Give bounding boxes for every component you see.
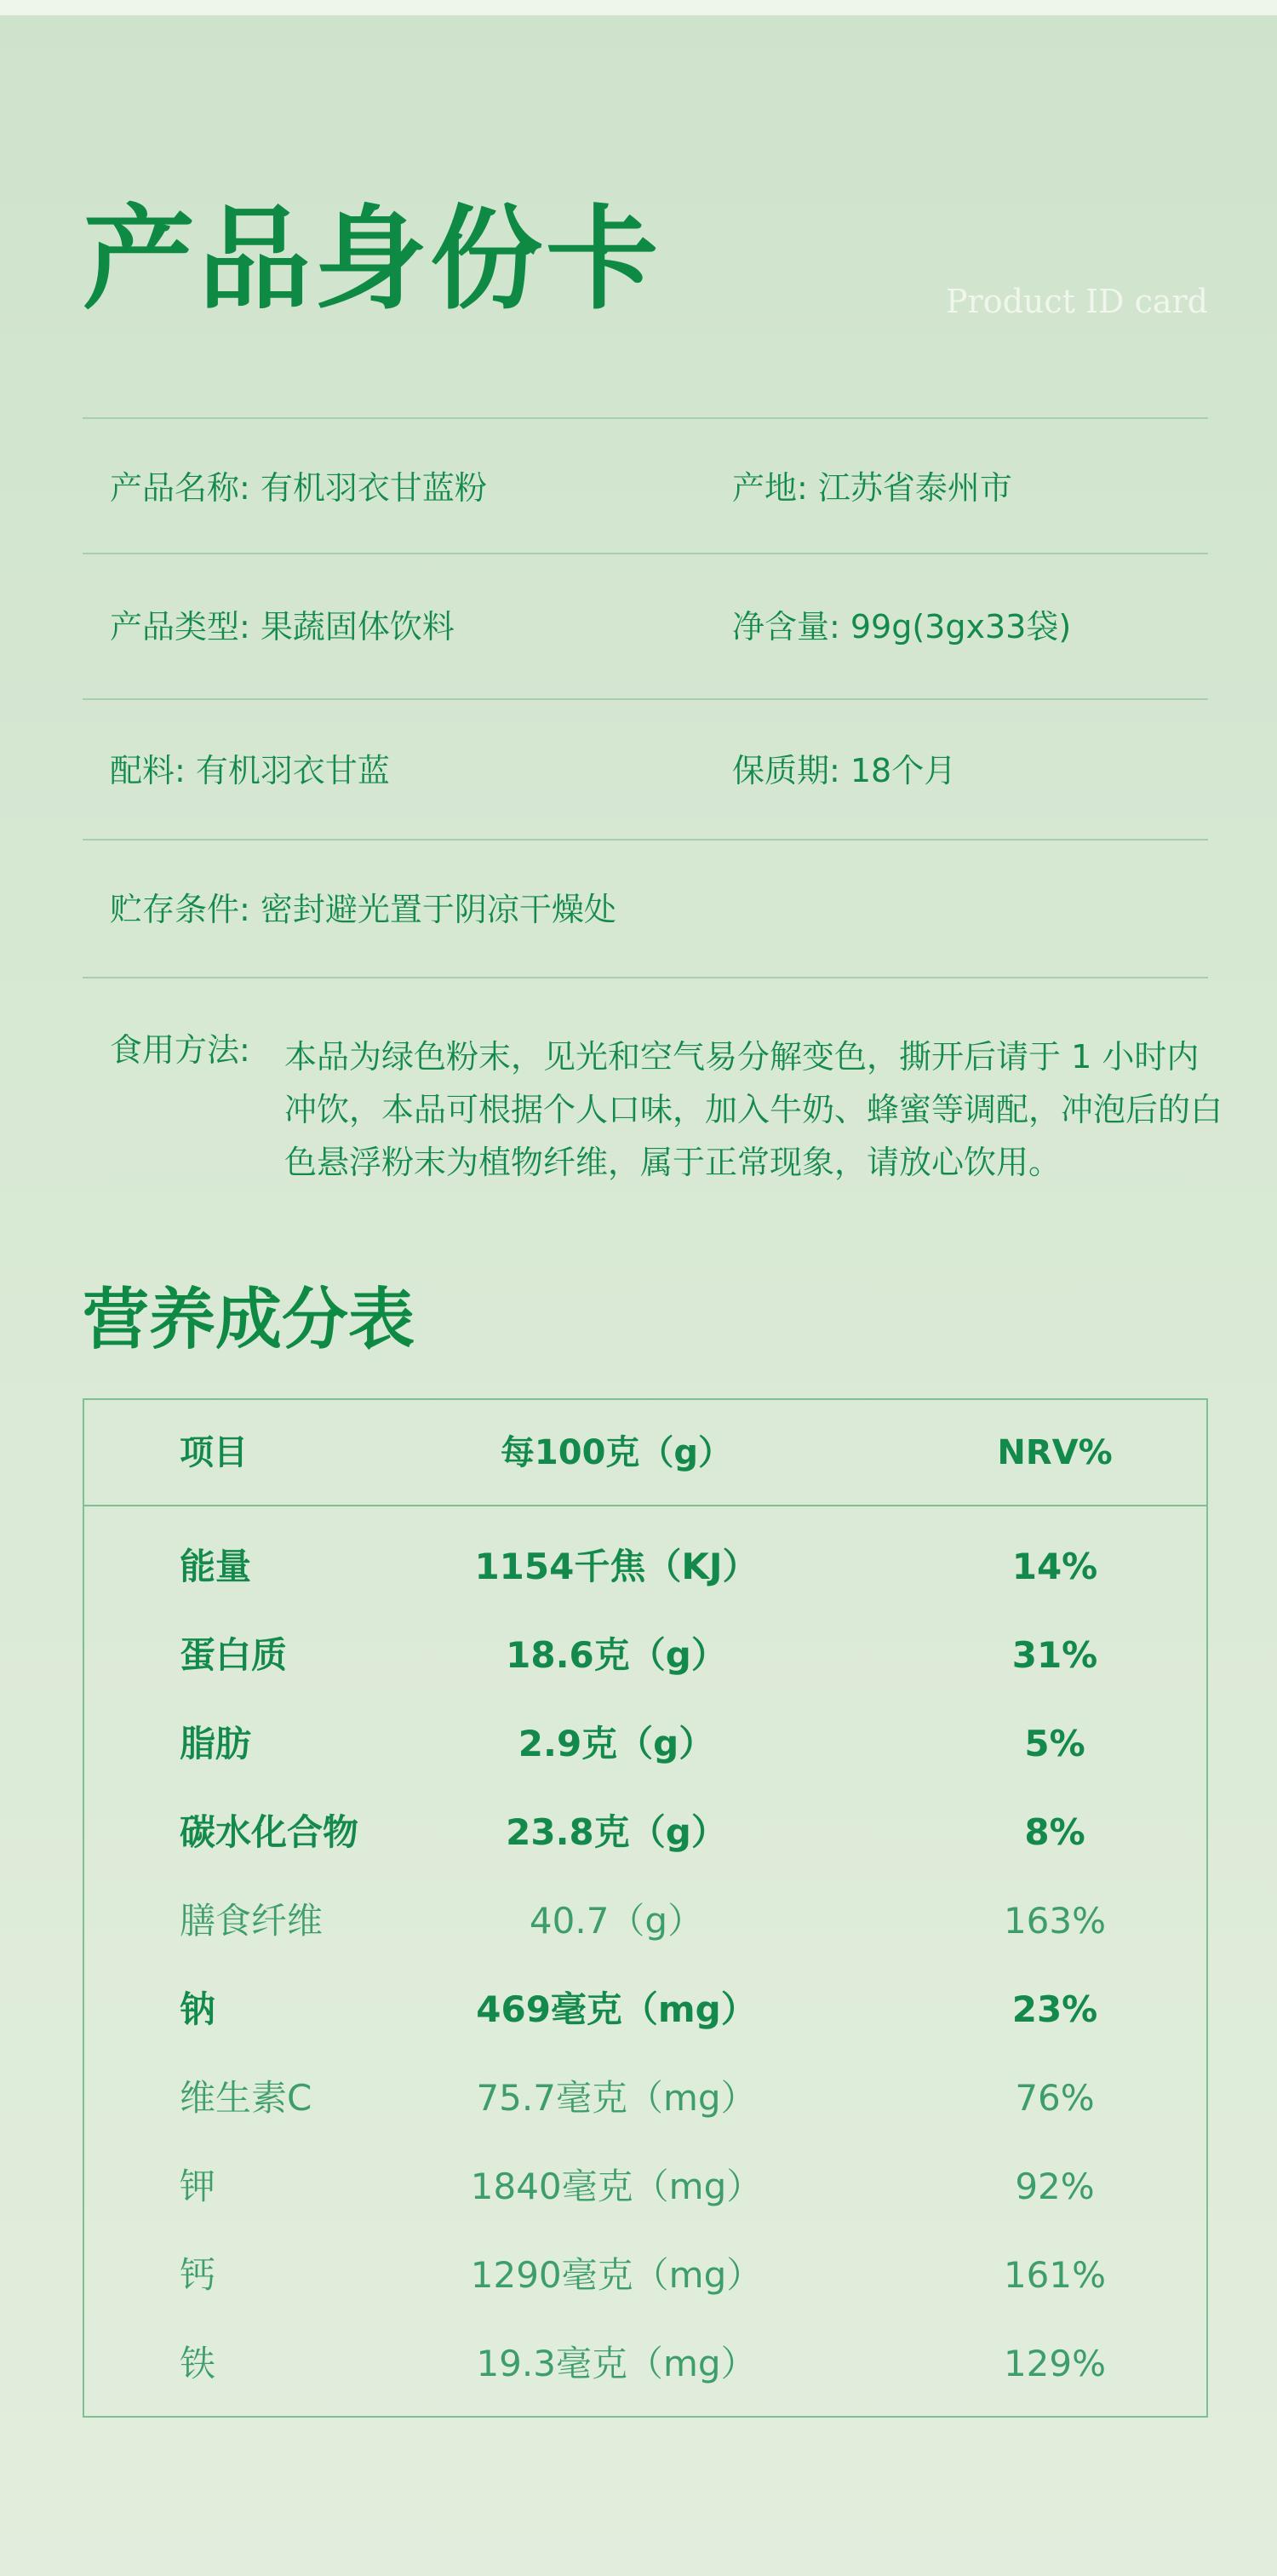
row-per100g: 1290毫克（mg） [470, 2254, 763, 2296]
row-nrv: 5% [1024, 1723, 1085, 1764]
row-nrv: 23% [1011, 1988, 1098, 2030]
row-item: 钠 [180, 1988, 216, 2030]
row-item: 碳水化合物 [180, 1811, 359, 1853]
usage-label: 食用方法: [110, 1031, 250, 1069]
row-item: 能量 [180, 1546, 252, 1587]
storage-conditions: 贮存条件: 密封避光置于阴凉干燥处 [110, 891, 616, 928]
usage-text [284, 1030, 1223, 1189]
product-name: 产品名称: 有机羽衣甘蓝粉 [110, 469, 487, 507]
row-item: 铁 [180, 2343, 216, 2384]
row-per100g: 1840毫克（mg） [470, 2166, 763, 2207]
row-per100g: 1154千焦（KJ） [474, 1546, 759, 1587]
row-per100g: 18.6克（g） [506, 1634, 727, 1676]
divider [83, 553, 1208, 554]
row-item: 脂肪 [180, 1723, 252, 1764]
ingredients: 配料: 有机羽衣甘蓝 [110, 752, 390, 789]
row-nrv: 8% [1024, 1811, 1085, 1853]
nutrition-table [83, 1398, 1208, 2418]
table-header-divider [84, 1505, 1206, 1506]
row-nrv: 31% [1011, 1634, 1098, 1676]
row-nrv: 76% [1015, 2077, 1095, 2119]
row-nrv: 163% [1003, 1900, 1107, 1942]
row-per100g: 75.7毫克（mg） [476, 2077, 757, 2119]
product-type: 产品类型: 果蔬固体饮料 [110, 608, 455, 645]
usage-line: 色悬浮粉末为植物纤维，属于正常现象，请放心饮用。 [284, 1144, 1062, 1181]
usage-line: 本品为绿色粉末，见光和空气易分解变色，撕开后请于 1 小时内 [284, 1038, 1200, 1076]
column-header-nrv: NRV% [997, 1433, 1113, 1472]
row-nrv: 161% [1003, 2254, 1107, 2296]
row-nrv: 14% [1011, 1546, 1098, 1587]
product-origin: 产地: 江苏省泰州市 [732, 469, 1012, 507]
row-item: 钾 [180, 2166, 216, 2207]
row-per100g: 469毫克（mg） [476, 1988, 757, 2030]
row-item: 蛋白质 [180, 1634, 288, 1676]
row-nrv: 92% [1015, 2166, 1095, 2207]
usage-line: 冲饮，本品可根据个人口味，加入牛奶、蜂蜜等调配，冲泡后的白 [284, 1091, 1223, 1128]
shelf-life: 保质期: 18个月 [732, 752, 957, 789]
column-header-per100g: 每100克（g） [500, 1433, 733, 1472]
row-item: 膳食纤维 [180, 1900, 324, 1942]
nutrition-title: 营养成分表 [83, 1282, 415, 1358]
row-item: 钙 [180, 2254, 216, 2296]
divider [83, 839, 1208, 840]
row-per100g: 23.8克（g） [506, 1811, 727, 1853]
row-per100g: 2.9克（g） [518, 1723, 715, 1764]
divider [83, 417, 1208, 419]
divider [83, 977, 1208, 978]
row-nrv: 129% [1003, 2343, 1107, 2384]
top-strip [0, 0, 1277, 15]
row-per100g: 19.3毫克（mg） [476, 2343, 757, 2384]
page-title: 产品身份卡 [83, 194, 661, 325]
net-weight: 净含量: 99g(3gx33袋) [732, 608, 1072, 645]
page-subtitle-en: Product ID card [945, 283, 1208, 320]
column-header-item: 项目 [180, 1433, 248, 1472]
row-per100g: 40.7（g） [529, 1900, 704, 1942]
row-item: 维生素C [180, 2077, 312, 2119]
divider [83, 698, 1208, 700]
